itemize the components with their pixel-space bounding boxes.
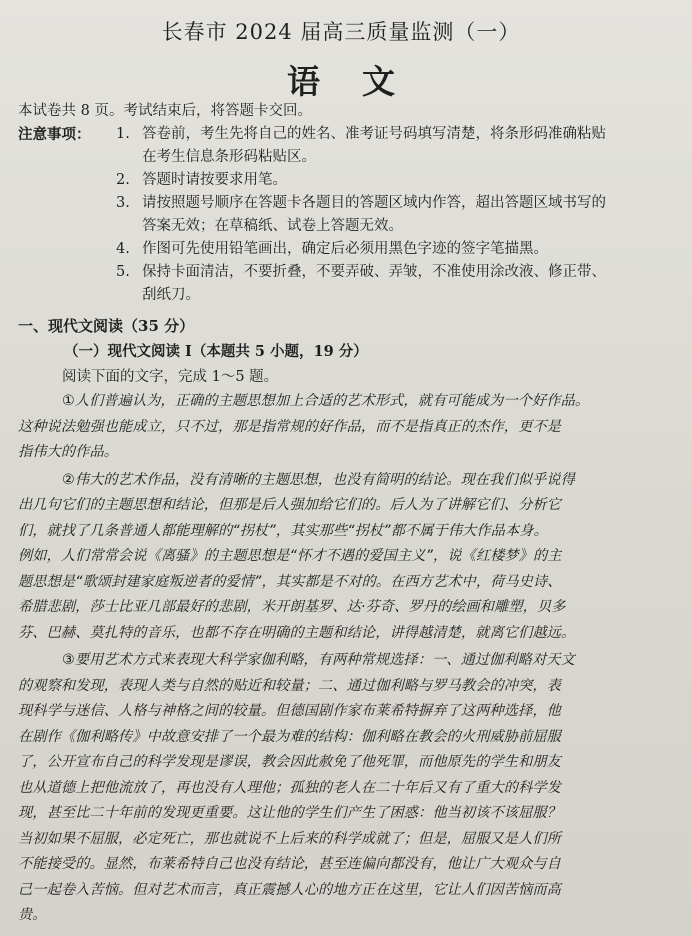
paragraph-line: 当初如果不屈服，必定死亡，那也就说不上后来的科学成就了；但是，屈服又是人们所 xyxy=(18,830,561,847)
paragraph-line: 题思想是“歌颂封建家庭叛逆者的爱情”，其实都是不对的。在西方艺术中，荷马史诗、 xyxy=(18,573,562,590)
paragraph-line: ③要用艺术方式来表现大科学家伽利略，有两种常规选择：一、通过伽利略对天文 xyxy=(62,652,575,668)
paragraph-line: 现科学与迷信、人格与神格之间的较量。但德国剧作家布莱希特摒弃了这两种选择，他 xyxy=(18,703,561,719)
exam-title: 长春市 2024 届高三质量监测（一） xyxy=(161,20,521,44)
notice-item-number: 1. xyxy=(116,126,130,142)
notice-item xyxy=(116,238,664,261)
reading-instruction: 阅读下面的文字，完成 1～5 题。 xyxy=(62,369,279,385)
notice-item-line: 保持卡面清洁，不要折叠，不要弄破、弄皱，不准使用涂改液、修正带、 xyxy=(142,264,606,280)
notice-item-line: 刮纸刀。 xyxy=(142,287,200,303)
notice-item-number: 2. xyxy=(116,172,130,188)
paragraph-line: 的观察和发现，表现人类与自然的贴近和较量；二、通过伽利略与罗马教会的冲突，表 xyxy=(18,677,561,694)
subsection-title: （一）现代文阅读 I（本题共 5 小题，19 分） xyxy=(64,343,368,360)
paragraph-line: 了，公开宣布自己的科学发现是谬误，教会因此赦免了他死罪，而他原先的学生和朋友 xyxy=(18,754,561,770)
notice-item-number: 3. xyxy=(116,195,130,211)
paragraph-line: 在剧作《伽利略传》中故意安排了一个最为难的结构：伽利略在教会的火刑威胁前屈服 xyxy=(18,728,561,745)
paragraph-line: 不能接受的。显然，布莱希特自己也没有结论，甚至连偏向都没有，他让广大观众与自 xyxy=(18,856,561,872)
notice-item xyxy=(116,192,664,238)
paragraph-line: 指伟大的作品。 xyxy=(18,444,119,460)
intro-line: 本试卷共 8 页。考试结束后，将答题卡交回。 xyxy=(18,103,312,119)
paragraph-line: 出几句它们的主题思想和结论，但那是后人强加给它们的。后人为了讲解它们、分析它 xyxy=(18,497,561,513)
paragraph-line: 们，就找了几条普通人都能理解的“拐杖”，其实那些“拐杖”都不属于伟大作品本身。 xyxy=(18,522,548,539)
subject-title: 语文 xyxy=(287,62,437,101)
paragraph-line: 例如，人们常常会说《离骚》的主题思想是“怀才不遇的爱国主义”，说《红楼梦》的主 xyxy=(18,548,562,564)
notice-item xyxy=(116,261,664,307)
notice-block xyxy=(18,123,664,307)
paragraph-line: 贵。 xyxy=(18,907,47,923)
paragraph-line: 己一起卷入苦恼。但对艺术而言，真正震撼人心的地方正在这里，它让人们因苦恼而高 xyxy=(18,881,561,898)
paragraph-line: 现，甚至比二十年前的发现更重要。这让他的学生们产生了困惑：他当初该不该屈服？ xyxy=(18,805,561,821)
notice-item-line: 请按照题号顺序在答题卡各题目的答题区域内作答，超出答题区域书写的 xyxy=(142,195,606,211)
paragraph-line: 芬、巴赫、莫扎特的音乐，也都不存在明确的主题和结论，讲得越清楚，就离它们越远。 xyxy=(18,624,576,641)
notice-item-line: 答题时请按要求用笔。 xyxy=(142,172,287,188)
paragraph-line: 也从道德上把他流放了，再也没有人理他；孤独的老人在二十年后又有了重大的科学发 xyxy=(18,779,561,796)
passage-paragraph-3 xyxy=(18,648,664,929)
paragraph-line: ②伟大的艺术作品，没有清晰的主题思想，也没有简明的结论。现在我们似乎说得 xyxy=(62,471,575,488)
passage-paragraph-2 xyxy=(18,468,664,647)
notice-item-line: 作图可先使用铅笔画出，确定后必须用黑色字迹的签字笔描黑。 xyxy=(142,241,548,257)
notice-list xyxy=(116,123,664,307)
passage-paragraph-1 xyxy=(18,389,664,466)
paragraph-line: 希腊悲剧，莎士比亚几部最好的悲剧，米开朗基罗、达·芬奇、罗丹的绘画和雕塑，贝多 xyxy=(18,599,566,615)
notice-item-line: 在考生信息条形码粘贴区。 xyxy=(142,149,316,165)
paragraph-line: 这种说法勉强也能成立，只不过，那是指常规的好作品，而不是指真正的杰作，更不是 xyxy=(18,418,561,435)
notice-item xyxy=(116,169,664,192)
paragraph-line: ①人们普遍认为，正确的主题思想加上合适的艺术形式，就有可能成为一个好作品。 xyxy=(62,393,590,409)
notice-item-line: 答案无效；在草稿纸、试卷上答题无效。 xyxy=(142,218,403,234)
section-title: 一、现代文阅读（35 分） xyxy=(18,317,195,335)
notice-item-number: 5. xyxy=(116,264,130,280)
notice-item-line: 答卷前，考生先将自己的姓名、准考证号码填写清楚，将条形码准确粘贴 xyxy=(142,126,606,142)
notice-item xyxy=(116,123,664,169)
notice-heading: 注意事项： xyxy=(18,126,91,143)
notice-item-number: 4. xyxy=(116,241,130,257)
